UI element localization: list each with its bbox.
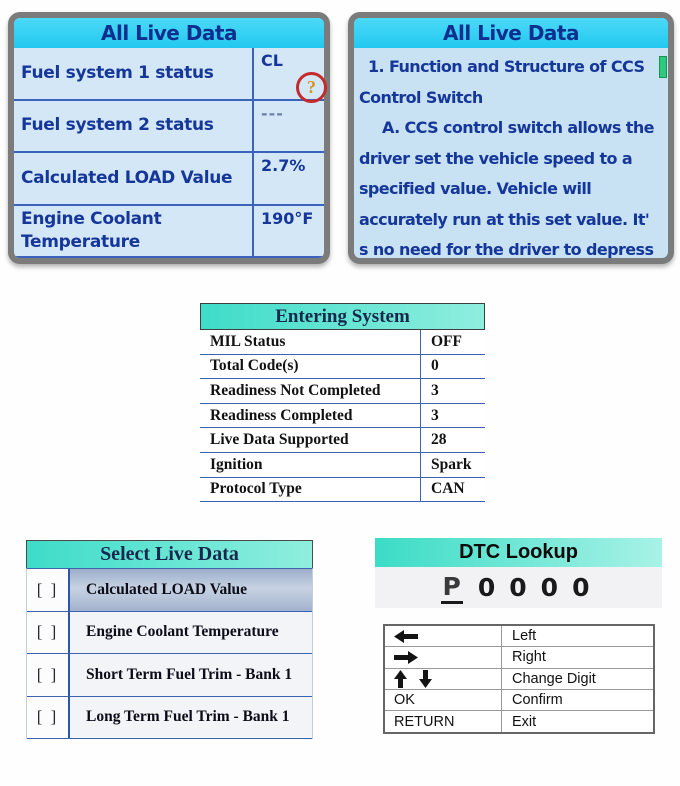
legend-action: Exit xyxy=(512,713,537,730)
scrollbar-thumb[interactable] xyxy=(659,56,667,78)
table-row xyxy=(200,478,485,503)
row-label: Ignition xyxy=(210,455,263,473)
legend-row xyxy=(385,626,653,647)
help-text-line: 1. Function and Structure of CCS xyxy=(368,57,645,76)
dtc-lookup-title: DTC Lookup xyxy=(375,538,662,567)
live-data-row-value: CL xyxy=(252,48,324,99)
list-item[interactable] xyxy=(27,697,312,740)
row-value: CAN xyxy=(420,478,485,502)
help-text-line: accurately run at this set value. It' xyxy=(359,209,650,229)
legend-key-cell xyxy=(385,647,502,667)
checkbox[interactable]: [ ] xyxy=(27,569,68,611)
list-item-label: Short Term Fuel Trim - Bank 1 xyxy=(68,654,312,696)
arrow-left-icon xyxy=(394,630,418,643)
live-data-row xyxy=(14,48,324,101)
help-text-line: s no need for the driver to depress xyxy=(359,240,654,259)
row-value: Spark xyxy=(420,453,485,477)
list-item-label: Calculated LOAD Value xyxy=(68,569,312,611)
help-text-line: Control Switch xyxy=(359,87,483,107)
list-item-label: Engine Coolant Temperature xyxy=(68,612,312,654)
dtc-code-digit: 0 xyxy=(509,573,527,602)
arrow-right-icon xyxy=(394,651,418,664)
legend-action: Right xyxy=(512,649,546,666)
list-item[interactable] xyxy=(27,569,312,612)
row-value: 3 xyxy=(420,379,485,403)
row-label: Readiness Completed xyxy=(210,406,353,424)
live-data-table-title: All Live Data xyxy=(14,18,324,48)
checkbox[interactable]: [ ] xyxy=(27,697,68,739)
dtc-key-legend xyxy=(383,624,655,734)
arrow-down-icon xyxy=(419,670,432,688)
row-value: 3 xyxy=(420,404,485,428)
list-item[interactable] xyxy=(27,654,312,697)
legend-key-cell: OK xyxy=(385,690,502,710)
table-row xyxy=(200,355,485,380)
help-text-body xyxy=(354,48,668,264)
help-text-line: A. CCS control switch allows the xyxy=(382,118,654,137)
live-data-row-value: 190°F xyxy=(252,206,324,257)
row-label: Protocol Type xyxy=(210,480,302,498)
table-row xyxy=(200,404,485,429)
row-label: Total Code(s) xyxy=(210,357,299,375)
arrow-up-icon xyxy=(394,670,407,688)
live-data-row xyxy=(14,153,324,206)
table-row xyxy=(200,330,485,355)
select-live-data-title: Select Live Data xyxy=(26,540,313,568)
live-data-row-label: Fuel system 1 status xyxy=(21,62,214,83)
live-data-row xyxy=(14,101,324,154)
legend-key-cell: RETURN xyxy=(385,711,502,732)
live-data-row-value: 2.7% xyxy=(252,153,324,204)
legend-row xyxy=(385,690,653,711)
row-value: OFF xyxy=(420,330,485,354)
dtc-code-digit: 0 xyxy=(477,573,496,602)
row-label: Live Data Supported xyxy=(210,431,349,449)
legend-row xyxy=(385,669,653,690)
table-row xyxy=(200,428,485,453)
legend-row xyxy=(385,711,653,732)
live-data-table-screen xyxy=(8,12,330,264)
live-data-table-body xyxy=(14,48,324,258)
dtc-code-digit: 0 xyxy=(540,573,559,602)
live-data-row-value: --- xyxy=(252,101,324,152)
table-row xyxy=(200,453,485,478)
select-live-data-list xyxy=(26,568,313,739)
legend-row xyxy=(385,647,653,668)
list-item[interactable] xyxy=(27,612,312,655)
legend-key-cell xyxy=(385,626,502,646)
checkbox[interactable]: [ ] xyxy=(27,612,68,654)
row-value: 0 xyxy=(420,355,485,379)
legend-key-cell xyxy=(385,669,502,689)
help-icon[interactable]: ? xyxy=(296,72,327,103)
help-text-line: specified value. Vehicle will xyxy=(359,179,592,198)
live-data-row-label: Engine Coolant Temperature xyxy=(21,208,162,252)
legend-action: Left xyxy=(512,628,537,645)
dtc-code-prefix-cursor: P xyxy=(441,572,463,604)
live-data-text-title: All Live Data xyxy=(354,18,668,48)
help-text-line: driver set the vehicle speed to a xyxy=(359,148,633,168)
live-data-row xyxy=(14,206,324,259)
legend-action: Confirm xyxy=(512,692,563,709)
row-label: MIL Status xyxy=(210,332,286,350)
row-label: Readiness Not Completed xyxy=(210,381,381,399)
live-data-row-label: Calculated LOAD Value xyxy=(21,167,233,188)
entering-system-title: Entering System xyxy=(200,303,485,330)
select-live-data-panel xyxy=(26,540,313,739)
entering-system-panel xyxy=(200,303,485,502)
dtc-code-display[interactable] xyxy=(375,567,662,608)
list-item-label: Long Term Fuel Trim - Bank 1 xyxy=(68,697,312,739)
legend-action: Change Digit xyxy=(512,670,596,687)
live-data-text-screen xyxy=(348,12,674,264)
live-data-row-label: Fuel system 2 status xyxy=(21,115,214,136)
row-value: 28 xyxy=(420,428,485,452)
table-row xyxy=(200,379,485,404)
checkbox[interactable]: [ ] xyxy=(27,654,68,696)
dtc-code-digit: 0 xyxy=(572,573,590,602)
